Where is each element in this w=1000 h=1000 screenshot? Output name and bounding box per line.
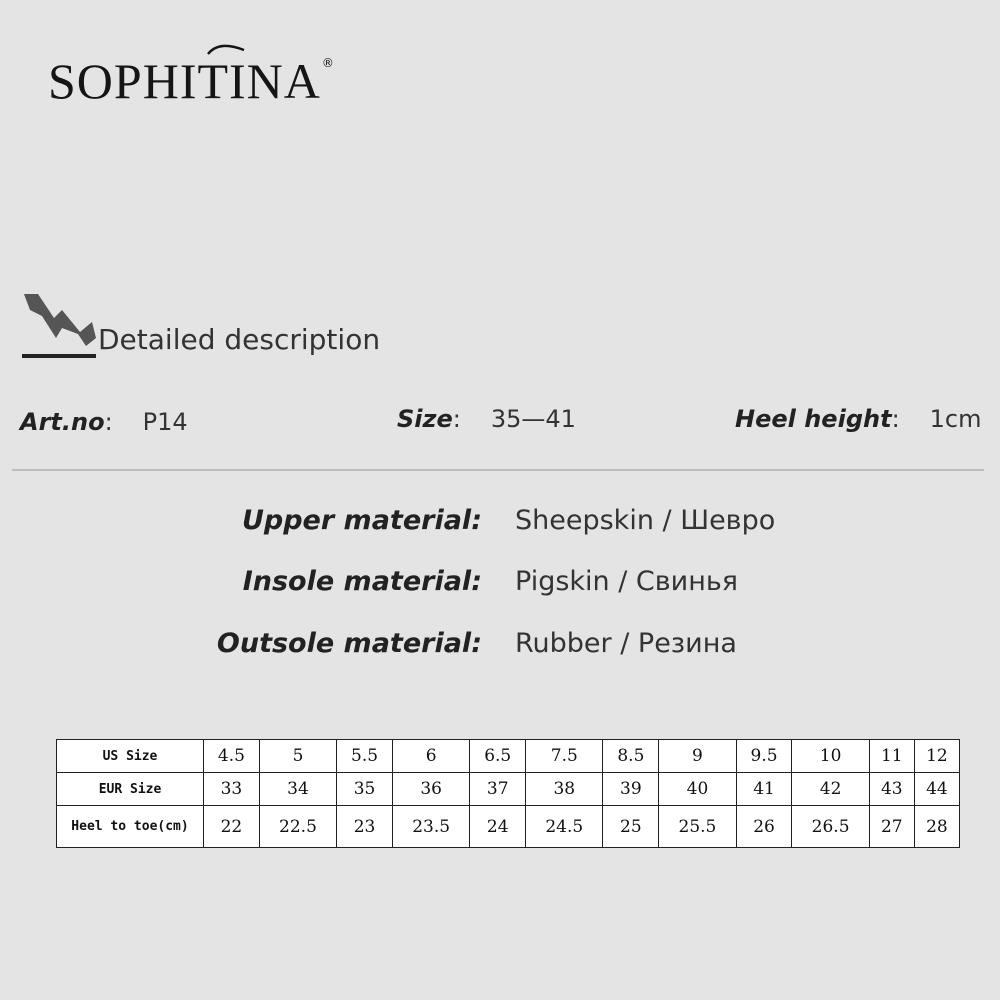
size-cell: 26.5 [792, 806, 869, 848]
size-cell: 24.5 [526, 806, 603, 848]
size-cell: 25 [603, 806, 659, 848]
size-cell: 39 [603, 773, 659, 806]
size-row-heel-to-toe [57, 806, 960, 848]
size-cell: 44 [914, 773, 959, 806]
brand-name: SOPHITINA [48, 53, 321, 109]
size-cell: 26 [736, 806, 792, 848]
row-label: EUR Size [57, 773, 204, 806]
size-cell: 23 [337, 806, 393, 848]
size-cell: 35 [337, 773, 393, 806]
spec-value: P14 [142, 408, 188, 436]
size-cell: 41 [736, 773, 792, 806]
size-cell: 10 [792, 740, 869, 773]
size-cell: 6.5 [470, 740, 526, 773]
size-cell: 38 [526, 773, 603, 806]
size-cell: 8.5 [603, 740, 659, 773]
size-cell: 27 [869, 806, 914, 848]
registered-mark: ® [321, 56, 335, 70]
size-cell: 12 [914, 740, 959, 773]
material-label: Outsole material [216, 628, 472, 659]
spec-size: Size: 35—41 [397, 405, 576, 433]
size-cell: 34 [259, 773, 336, 806]
size-cell: 22 [204, 806, 260, 848]
size-cell: 6 [392, 740, 469, 773]
size-cell: 9 [659, 740, 736, 773]
size-cell: 11 [869, 740, 914, 773]
divider [12, 469, 984, 471]
size-cell: 4.5 [204, 740, 260, 773]
size-cell: 25.5 [659, 806, 736, 848]
spec-art-no: Art.no: P14 [20, 408, 188, 436]
material-label: Insole material [242, 566, 472, 597]
row-label: Heel to toe(cm) [57, 806, 204, 848]
row-label: US Size [57, 740, 204, 773]
heel-zigzag-icon [20, 288, 100, 363]
size-table [56, 739, 960, 848]
size-cell: 9.5 [736, 740, 792, 773]
size-cell: 43 [869, 773, 914, 806]
section-heading [20, 288, 420, 363]
size-cell: 23.5 [392, 806, 469, 848]
size-cell: 5 [259, 740, 336, 773]
spec-label: Heel height [735, 405, 892, 433]
material-value: Sheepskin / Шевро [515, 505, 776, 536]
size-cell: 7.5 [526, 740, 603, 773]
size-cell: 37 [470, 773, 526, 806]
size-cell: 5.5 [337, 740, 393, 773]
size-cell: 22.5 [259, 806, 336, 848]
size-cell: 36 [392, 773, 469, 806]
material-value: Rubber / Резина [515, 628, 737, 659]
size-cell: 42 [792, 773, 869, 806]
size-cell: 28 [914, 806, 959, 848]
specs-row [0, 405, 1000, 445]
size-cell: 24 [470, 806, 526, 848]
spec-label: Art.no [20, 408, 105, 436]
size-cell: 33 [204, 773, 260, 806]
spec-value: 1cm [929, 405, 982, 433]
spec-heel-height: Heel height: 1cm [735, 405, 982, 433]
material-value: Pigskin / Свинья [515, 566, 739, 597]
section-title: Detailed description [98, 323, 381, 356]
material-label: Upper material [241, 505, 472, 536]
size-row-us-size [57, 740, 960, 773]
spec-label: Size [397, 405, 453, 433]
brand-logo [48, 52, 335, 110]
size-cell: 40 [659, 773, 736, 806]
size-row-eur-size [57, 773, 960, 806]
spec-value: 35—41 [490, 405, 576, 433]
logo-swoosh-icon [206, 44, 246, 58]
